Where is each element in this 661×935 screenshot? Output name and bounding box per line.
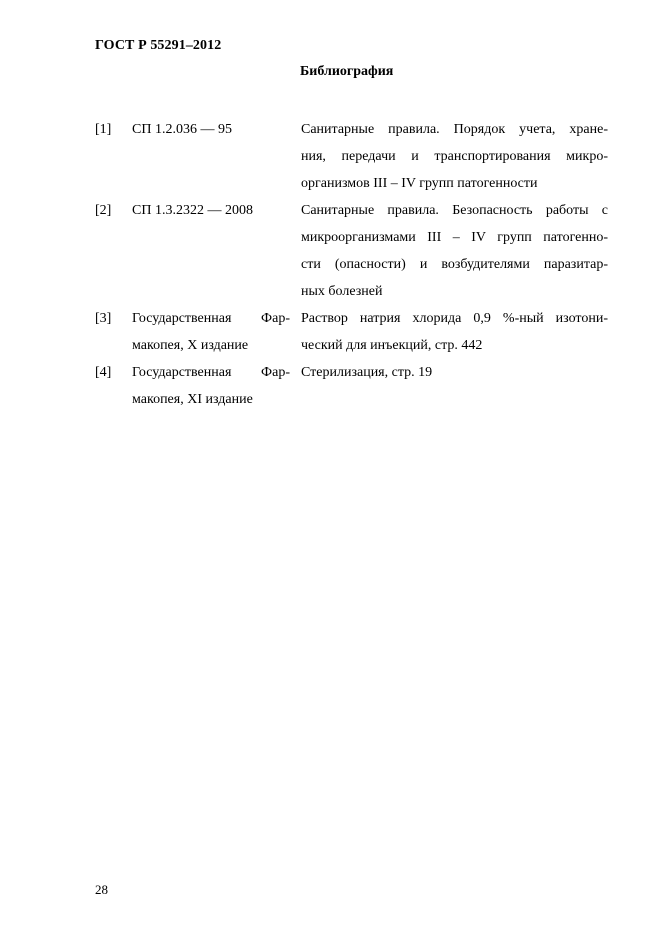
entry-source-line: Государственная Фар- xyxy=(132,365,290,380)
bibliography-entry xyxy=(95,305,607,359)
entry-source-line: макопея, X издание xyxy=(132,338,249,353)
entry-source xyxy=(132,197,290,224)
bibliography-entry xyxy=(95,197,607,305)
entry-title xyxy=(301,197,608,305)
entry-number: [4] xyxy=(95,365,112,380)
entry-source xyxy=(132,305,290,359)
section-title: Библиография xyxy=(300,64,394,79)
entry-title-line: организмов III – IV групп патогенности xyxy=(301,176,538,191)
document-header: ГОСТ Р 55291–2012 xyxy=(95,38,222,53)
bibliography-entry xyxy=(95,359,607,413)
bibliography-entry xyxy=(95,116,607,197)
entry-source-line: СП 1.3.2322 — 2008 xyxy=(132,203,253,218)
entry-number: [3] xyxy=(95,311,112,326)
entry-source-line: Государственная Фар- xyxy=(132,311,290,326)
entry-source xyxy=(132,359,290,413)
entry-title xyxy=(301,116,608,197)
entry-title-line: ных болезней xyxy=(301,284,383,299)
entry-title-line: сти (опасности) и возбудителями паразитар- xyxy=(301,257,608,272)
entry-source-line: СП 1.2.036 — 95 xyxy=(132,122,232,137)
entry-title-line: Санитарные правила. Порядок учета, хране- xyxy=(301,122,608,137)
entry-title-line: ческий для инъекций, стр. 442 xyxy=(301,338,483,353)
entry-number: [2] xyxy=(95,203,112,218)
entry-title-line: микроорганизмами III – IV групп патогенно- xyxy=(301,230,608,245)
entry-source xyxy=(132,116,290,143)
entry-title-line: Раствор натрия хлорида 0,9 %-ный изотони- xyxy=(301,311,608,326)
entry-title-line: ния, передачи и транспортирования микро- xyxy=(301,149,608,164)
bibliography-list xyxy=(95,116,607,413)
entry-title-line: Стерилизация, стр. 19 xyxy=(301,365,433,380)
page-number: 28 xyxy=(95,882,108,897)
entry-source-line: макопея, XI издание xyxy=(132,392,253,407)
entry-title xyxy=(301,305,608,359)
entry-title xyxy=(301,359,608,386)
entry-title-line: Санитарные правила. Безопасность работы с xyxy=(301,203,608,218)
entry-number: [1] xyxy=(95,122,112,137)
